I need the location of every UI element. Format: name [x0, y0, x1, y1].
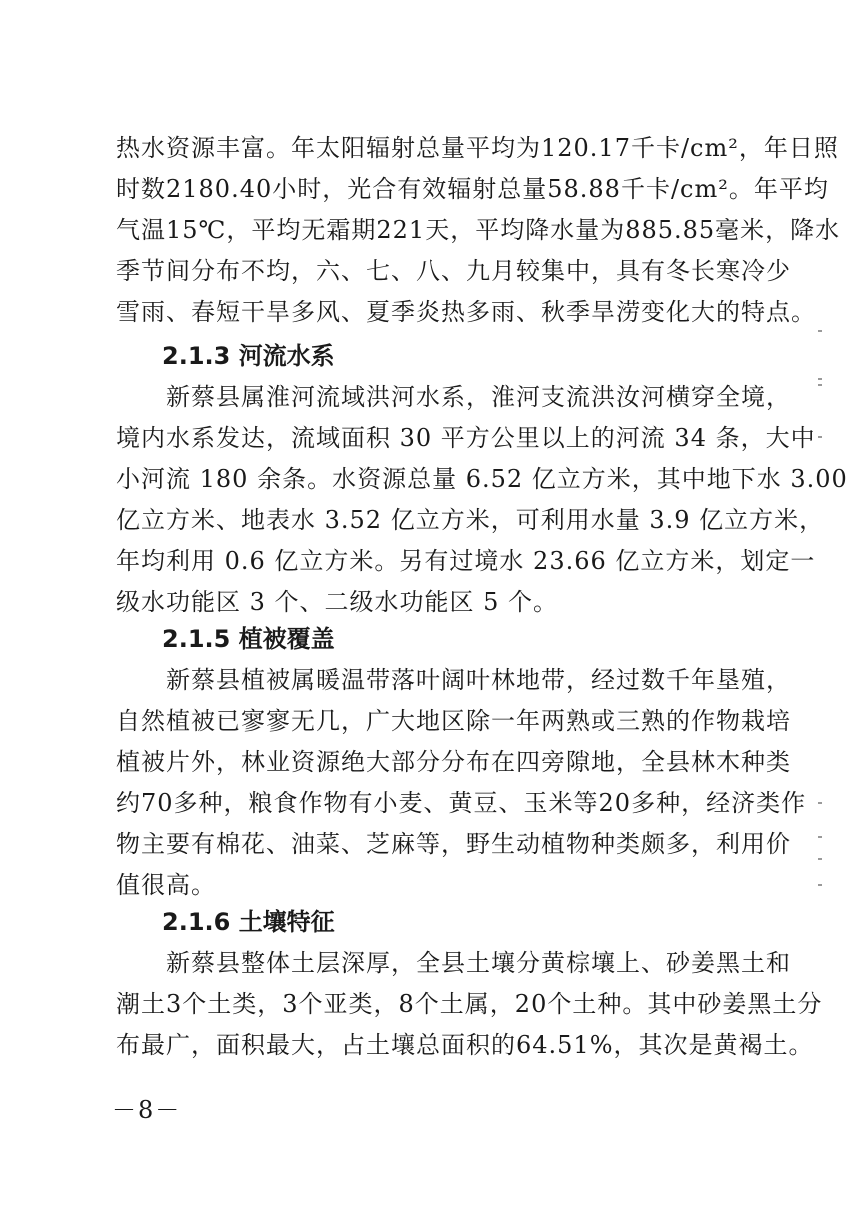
paragraph-line: 值很高。: [116, 871, 216, 899]
paragraph-line: 布最广，面积最大，占土壤总面积的64.51%，其次是黄褐土。: [116, 1031, 814, 1059]
paragraph-line: 境内水系发达，流域面积 30 平方公里以上的河流 34 条，大中: [116, 424, 816, 452]
paragraph-line: 季节间分布不均，六、七、八、九月较集中，具有冬长寒冷少: [116, 257, 791, 285]
paragraph-line: 级水功能区 3 个、二级水功能区 5 个。: [116, 588, 559, 616]
paragraph-line: 潮土3个土类，3个亚类，8个土属，20个土种。其中砂姜黑土分: [116, 990, 823, 1018]
paragraph-line: 新蔡县整体土层深厚，全县土壤分黄棕壤上、砂姜黑土和: [116, 949, 791, 977]
paragraph-line: 物主要有棉花、油菜、芝麻等，野生动植物种类颇多，利用价: [116, 830, 791, 858]
scan-mark: [818, 436, 822, 438]
paragraph-line: 气温15℃，平均无霜期221天，平均降水量为885.85毫米，降水: [116, 216, 841, 244]
paragraph-line: 新蔡县植被属暖温带落叶阔叶林地带，经过数千年垦殖，: [116, 666, 791, 694]
paragraph-line: 年均利用 0.6 亿立方米。另有过境水 23.66 亿立方米，划定一: [116, 547, 816, 575]
page-number: －8－: [112, 1096, 182, 1124]
paragraph-line: 雪雨、春短干旱多风、夏季炎热多雨、秋季旱涝变化大的特点。: [116, 298, 816, 326]
paragraph-line: 植被片外，林业资源绝大部分分布在四旁隙地，全县林木种类: [116, 748, 791, 776]
paragraph-line: 热水资源丰富。年太阳辐射总量平均为120.17千卡/cm²，年日照: [116, 134, 839, 162]
scan-mark: [818, 384, 822, 386]
vegetation-paragraph: [116, 660, 807, 906]
scan-mark: [818, 858, 822, 860]
scan-mark: [818, 884, 822, 886]
section-heading-2-1-6: [162, 902, 822, 943]
section-heading-text: 2.1.5 植被覆盖: [162, 625, 335, 653]
climate-paragraph: [116, 128, 841, 333]
scan-mark: [818, 330, 822, 332]
soil-paragraph: [116, 943, 823, 1066]
scan-mark: [818, 802, 822, 804]
river-system-paragraph: [116, 377, 848, 623]
section-heading-2-1-3: [162, 336, 822, 377]
section-heading-text: 2.1.6 土壤特征: [162, 908, 335, 936]
paragraph-line: 自然植被已寥寥无几，广大地区除一年两熟或三熟的作物栽培: [116, 707, 791, 735]
paragraph-line: 约70多种，粮食作物有小麦、黄豆、玉米等20多种，经济类作: [116, 789, 807, 817]
paragraph-line: 新蔡县属淮河流域洪河水系，淮河支流洪汝河横穿全境，: [116, 383, 791, 411]
paragraph-line: 时数2180.40小时，光合有效辐射总量58.88千卡/cm²。年平均: [116, 175, 829, 203]
paragraph-line: 小河流 180 余条。水资源总量 6.52 亿立方米，其中地下水 3.00: [116, 465, 848, 493]
scan-mark: [818, 836, 822, 838]
section-heading-text: 2.1.3 河流水系: [162, 342, 335, 370]
scan-mark: [818, 378, 822, 380]
section-heading-2-1-5: [162, 619, 822, 660]
paragraph-line: 亿立方米、地表水 3.52 亿立方米，可利用水量 3.9 亿立方米，: [116, 506, 825, 534]
